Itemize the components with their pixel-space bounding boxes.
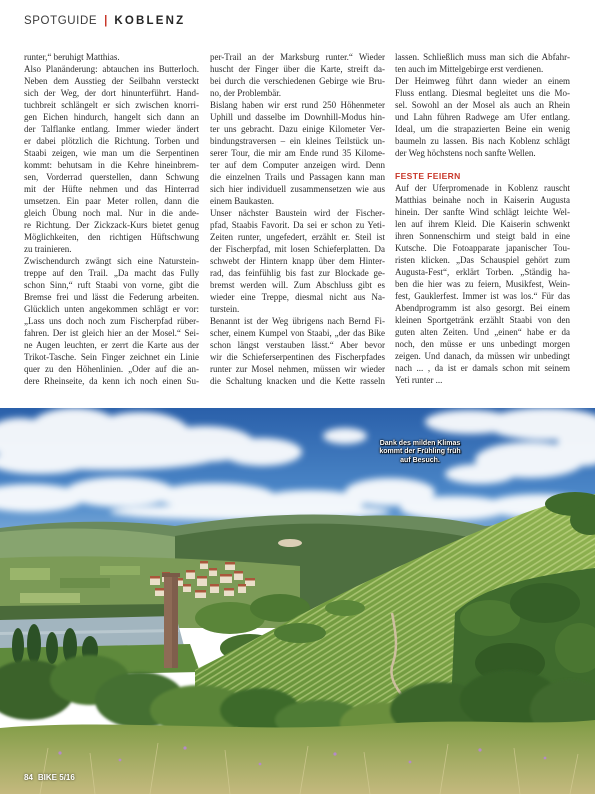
text-line: runter zur Mosel nehmen, müssen wir wieder xyxy=(210,364,385,374)
text-line: wir die Schieferserpentinen des Fischerpfades xyxy=(210,352,385,362)
text-line: rad, das feinfühlig bis fast zur Blockade ge- xyxy=(210,268,385,278)
text-line: die einzelnen Trails und Passagen kann man xyxy=(210,172,385,182)
text-line: sen, Vorderrad querstellen, dann Schwung xyxy=(24,172,199,182)
text-line: Trikot-Tasche. Sein Finger zeichnet ein Linie xyxy=(24,352,199,362)
text-line: Matthias beinahe noch in Kaiserin Augusta xyxy=(395,195,570,205)
text-line: Yeti runter ... xyxy=(395,375,443,385)
text-line: Der Heimweg führt dann wieder an einem xyxy=(395,76,570,86)
paragraph xyxy=(24,255,199,387)
page-number: 84 xyxy=(24,773,33,782)
meadow xyxy=(0,720,595,794)
text-line: Möglichkeiten, den richtigen Hüftschwung xyxy=(24,232,199,242)
text-line: re Richtung. Der Zickzack-Kurs bietet genug xyxy=(24,220,199,230)
text-line: Glücklich unten angekommen schlägt er vor: xyxy=(24,304,199,314)
location-label: KOBLENZ xyxy=(114,15,186,27)
section-label: SPOTGUIDE xyxy=(24,15,98,27)
text-line: quer zu den Höhenlinien. „Oder auf die an- xyxy=(24,364,199,374)
text-line: mit der Hüfte nehmen und das Hinterrad xyxy=(24,184,199,194)
text-line: schon längst verstauben lässt.“ Aber bevor xyxy=(210,340,385,350)
text-line: schon Sinn,“ ruft Staabi von vorne, gibt die xyxy=(24,280,199,290)
text-line: der Weg höchstens noch sanfte Wellen. xyxy=(395,148,536,158)
paragraph xyxy=(24,51,199,63)
text-line: zu trainieren. xyxy=(24,244,72,254)
text-line: er dabei plötzlich die Richtung. Torben und xyxy=(24,136,199,146)
text-line: no, der Problembär. xyxy=(210,88,281,98)
paragraph xyxy=(210,315,385,387)
text-line: zeigen. Und danach, da müssen wir unbedingt xyxy=(395,351,570,361)
text-line: „Lass uns doch noch zum Fischerpfad rüber- xyxy=(24,316,199,326)
text-line: ten auch im Mittelgebirge erst verdienen. xyxy=(395,64,544,74)
paragraph xyxy=(210,51,385,99)
paragraph xyxy=(210,99,385,207)
text-line: bei durch die verschiedenen Gebirge wie Bru- xyxy=(210,76,385,86)
magazine-issue: BIKE 5/16 xyxy=(37,773,75,782)
text-line: gleich Übung noch mal. Nur in die ande- xyxy=(24,208,199,218)
chimney xyxy=(162,573,180,668)
text-line: per-Trail an der Marksburg runter.“ Wieder xyxy=(210,52,385,62)
text-column-3 xyxy=(395,51,570,386)
text-line: runter,“ beruhigt Matthias. xyxy=(24,52,120,62)
text-line: sel. Sowohl an der Mosel als auch an Rhein xyxy=(395,100,570,110)
text-line: pfad, Staabis Favorit. Da sei er schon zu Yeti- xyxy=(210,220,385,230)
text-line: noch, den müsse er uns unbedingt morgen xyxy=(395,339,570,349)
quarry xyxy=(278,539,302,547)
text-line: turstein. xyxy=(210,304,240,314)
text-line: ter auf dem Computer anzeigen wird. Denn xyxy=(210,160,385,170)
page-footer xyxy=(24,773,75,783)
text-line: ne Augen leuchten, er zerrt die Karte aus der xyxy=(24,340,199,350)
text-line: Zwischendurch zwängt sich eine Naturstein- xyxy=(24,256,199,266)
header-separator: | xyxy=(104,15,108,27)
paragraph xyxy=(395,75,570,159)
text-line: hinein. Der sanfte Wind schlägt leichte Wel- xyxy=(395,207,570,217)
text-line: umsetzen. Ein paar Meter rollen, dann die xyxy=(24,196,199,206)
text-line: kommt: behutsam in die Kehre hineinbrem- xyxy=(24,160,199,170)
text-line: tuchbreit schlängelt er sich zwischen knorri- xyxy=(24,100,199,110)
text-line: ihren Sonnenschirm und steigt bald in eine xyxy=(395,231,570,241)
text-line: Zeiten runter, ungefedert, erzählt er. Steil ist xyxy=(210,232,385,242)
text-line: huscht der Finger über die Karte, streift da- xyxy=(210,64,385,74)
text-line: und Lahn führen Radwege am Ufer entlang. xyxy=(395,112,570,122)
text-line: len auf ihrem Kleid. Die Kaiserin schwenkt xyxy=(395,219,570,229)
text-line: schwebt der Hintern knapp über dem Hinter- xyxy=(210,256,385,266)
text-line: nach ... , da ist er damals schon mit seinem xyxy=(395,363,570,373)
text-line: kleinen Sportgetränk erzählt Staabi von den xyxy=(395,315,570,325)
text-line: der Fischerpfad, mit losen Schieferplatten. Da xyxy=(210,244,385,254)
text-line: die Schaltung knacken und die Kette rasseln xyxy=(210,376,385,386)
text-line: Auf der Uferpromenade in Koblenz rauscht xyxy=(395,183,570,193)
text-line: baumeln zu lassen. Bis nach Koblenz schlägt xyxy=(395,136,570,146)
text-line: bindungstraversen – ein kleines Teilstück un- xyxy=(210,136,385,146)
text-line: ben die hier was zu feiern, Musikfest, Wein- xyxy=(395,279,570,289)
landscape-photo xyxy=(0,408,595,794)
text-line: Abendprogramm ist also gesorgt. Bei einem xyxy=(395,303,570,313)
text-line: guten alten Zeiten. Und „einen“ habe er da xyxy=(395,327,570,337)
text-line: bremst werden will. Zum Abschluss gibt es xyxy=(210,280,385,290)
paragraph xyxy=(395,51,570,75)
text-line: fahren. Der ist gleich hier an der Mosel.“ Sei- xyxy=(24,328,199,338)
text-line: ter uns gebracht. Dazu einige Kilometer Ver- xyxy=(210,124,385,134)
text-line: lassen. Schließlich muss man sich die Abfahr- xyxy=(395,52,570,62)
text-line: Also Planänderung: abtauchen ins Butterloch. xyxy=(24,64,199,74)
text-line: Bremse frei und lässt die Federung arbeiten. xyxy=(24,292,199,302)
text-line: Staabi zeigen, wie man um die Serpentinen xyxy=(24,148,199,158)
text-line: Fluss entlang. Diesmal begleitet uns die Mo- xyxy=(395,88,570,98)
text-column-2 xyxy=(210,51,385,387)
landscape-photo-art xyxy=(0,408,595,794)
text-line: Ideal, um die strapazierten Beine ein wenig xyxy=(395,124,570,134)
text-line: der Talflanke entlang. Immer wieder ändert xyxy=(24,124,199,134)
text-line: Unser nächster Baustein wird der Fischer- xyxy=(210,208,385,218)
text-line: sich hier individuell zusammensetzen wie aus xyxy=(210,184,385,194)
photo-caption: Dank des milden Klimas kommt der Frühling früh auf Besuch. xyxy=(379,440,461,464)
text-column-1 xyxy=(24,51,199,387)
running-header xyxy=(24,14,185,28)
text-line: scher, einem Kumpel von Staabi, „der das Bike xyxy=(210,328,385,338)
text-line: Bislang haben wir erst rund 250 Höhenmeter xyxy=(210,100,385,110)
text-line: Uphill und dasselbe im Downhill-Modus hin- xyxy=(210,112,385,122)
paragraph xyxy=(210,207,385,315)
text-line: Augusta-Fest“, erklärt Torben. „Ständig ha- xyxy=(395,267,570,277)
text-line: fest, Gauklerfest. Immer ist was los.“ Für das xyxy=(395,291,570,301)
paragraph xyxy=(24,63,199,255)
text-line: treppe auf den Trail. „Da macht das Fully xyxy=(24,268,199,278)
section-heading: FESTE FEIERN xyxy=(395,171,461,181)
text-line: dere Rheinseite, da kenn ich noch einen Su- xyxy=(24,376,199,386)
text-line: serer Tour, die mir am Ende rund 35 Kilome- xyxy=(210,148,385,158)
text-line: einem Baukasten. xyxy=(210,196,274,206)
text-line: gen Eichen hindurch, hangelt sich dann an xyxy=(24,112,199,122)
text-line: sich der Weg, der dort hinunterführt. Hand- xyxy=(24,88,199,98)
text-line: Kutsche. Die Fotoapparate japanischer Tou- xyxy=(395,243,570,253)
text-line: Benannt ist der Weg übrigens nach Bernd Fi- xyxy=(210,316,385,326)
text-line: Neben dem Ausstieg der Seilbahn versteckt xyxy=(24,76,199,86)
text-line: risten klicken. „Das Schauspiel gehört zum xyxy=(395,255,570,265)
text-line: wieder eine Treppe, diesmal nicht aus Na- xyxy=(210,292,385,302)
paragraph xyxy=(395,182,570,386)
